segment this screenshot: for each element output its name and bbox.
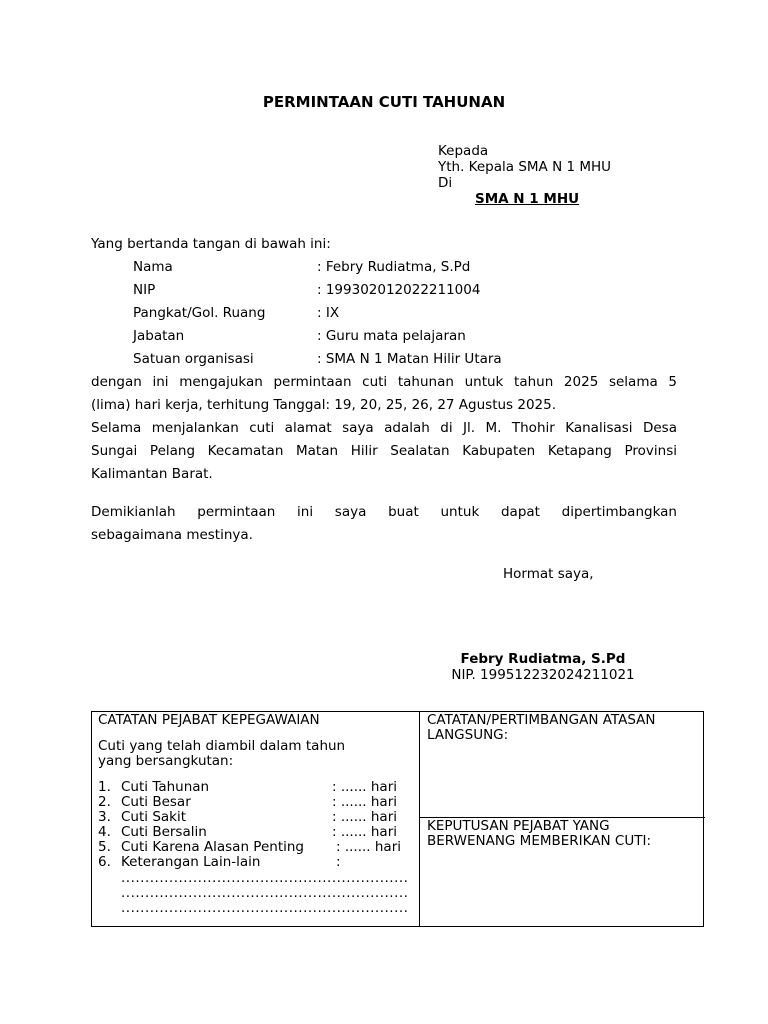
field-label-nama: Nama [133, 259, 173, 275]
field-value-nip: : 199302012022211004 [317, 282, 481, 298]
field-label-jabatan: Jabatan [133, 328, 185, 344]
closing-text: Hormat saya, [503, 566, 594, 582]
list-item-number: 1. [98, 779, 111, 795]
field-label-nip: NIP [133, 282, 156, 298]
address-di: Di [438, 175, 453, 191]
table-divider-vertical [419, 712, 420, 926]
list-item-label: Cuti Karena Alasan Penting [121, 839, 304, 855]
list-item-number: 3. [98, 809, 111, 825]
body-line: Demikianlah permintaan ini saya buat untuk dapat dipertimbangkan [91, 504, 677, 520]
field-label-pangkat: Pangkat/Gol. Ruang [133, 305, 266, 321]
signer-nip: NIP. 199512232024211021 [451, 667, 635, 683]
field-value-jabatan: : Guru mata pelajaran [317, 328, 466, 344]
address-school: SMA N 1 MHU [475, 191, 580, 207]
supervisor-notes-title: CATATAN/PERTIMBANGAN ATASAN [427, 712, 656, 728]
list-item-number: 2. [98, 794, 111, 810]
intro-text: Yang bertanda tangan di bawah ini: [91, 236, 331, 252]
decision-title: KEPUTUSAN PEJABAT YANG [427, 818, 610, 834]
decision-title: BERWENANG MEMBERIKAN CUTI: [427, 833, 651, 849]
body-line: sebagaimana mestinya. [91, 527, 253, 543]
body-line: Selama menjalankan cuti alamat saya adalah di Jl. M. Thohir Kanalisasi Desa [91, 420, 677, 436]
blank-line: ............................................................ [121, 871, 409, 886]
field-label-satuan: Satuan organisasi [133, 351, 254, 367]
field-value-pangkat: : IX [317, 305, 340, 321]
list-item-label: Cuti Besar [121, 794, 191, 810]
list-item-label: Cuti Bersalin [121, 824, 207, 840]
address-kepada: Kepada [438, 143, 489, 159]
list-item-value: : ...... hari [332, 794, 398, 810]
staff-notes-title: CATATAN PEJABAT KEPEGAWAIAN [98, 712, 320, 728]
list-item-value: : ...... hari [332, 824, 398, 840]
list-item-value: : ...... hari [332, 779, 398, 795]
document-title: PERMINTAAN CUTI TAHUNAN [262, 93, 506, 111]
list-item-number: 6. [98, 854, 111, 870]
notes-table [91, 711, 704, 927]
blank-line: ............................................................ [121, 886, 409, 901]
body-line: dengan ini mengajukan permintaan cuti tahunan untuk tahun 2025 selama 5 [91, 374, 677, 390]
body-line: Kalimantan Barat. [91, 466, 213, 482]
field-value-nama: : Febry Rudiatma, S.Pd [317, 259, 471, 275]
list-item-label: Keterangan Lain-lain [121, 854, 261, 870]
staff-notes-subtitle: yang bersangkutan: [98, 753, 234, 769]
address-recipient: Yth. Kepala SMA N 1 MHU [438, 159, 612, 175]
list-item-value: : ...... hari [332, 809, 398, 825]
list-item-label: Cuti Tahunan [121, 779, 210, 795]
body-line: Sungai Pelang Kecamatan Matan Hilir Sealatan Kabupaten Ketapang Provinsi [91, 443, 677, 459]
supervisor-notes-title: LANGSUNG: [427, 727, 509, 743]
list-item-value: : ...... hari [336, 839, 402, 855]
list-item-number: 4. [98, 824, 111, 840]
body-line: (lima) hari kerja, terhitung Tanggal: 19, 20, 25, 26, 27 Agustus 2025. [91, 397, 557, 413]
signer-name: Febry Rudiatma, S.Pd [460, 651, 626, 667]
field-value-satuan: : SMA N 1 Matan Hilir Utara [317, 351, 502, 367]
list-item-label: Cuti Sakit [121, 809, 187, 825]
staff-notes-subtitle: Cuti yang telah diambil dalam tahun [98, 738, 346, 754]
blank-line: ............................................................ [121, 901, 409, 916]
list-item-value: : [336, 854, 341, 870]
list-item-number: 5. [98, 839, 111, 855]
